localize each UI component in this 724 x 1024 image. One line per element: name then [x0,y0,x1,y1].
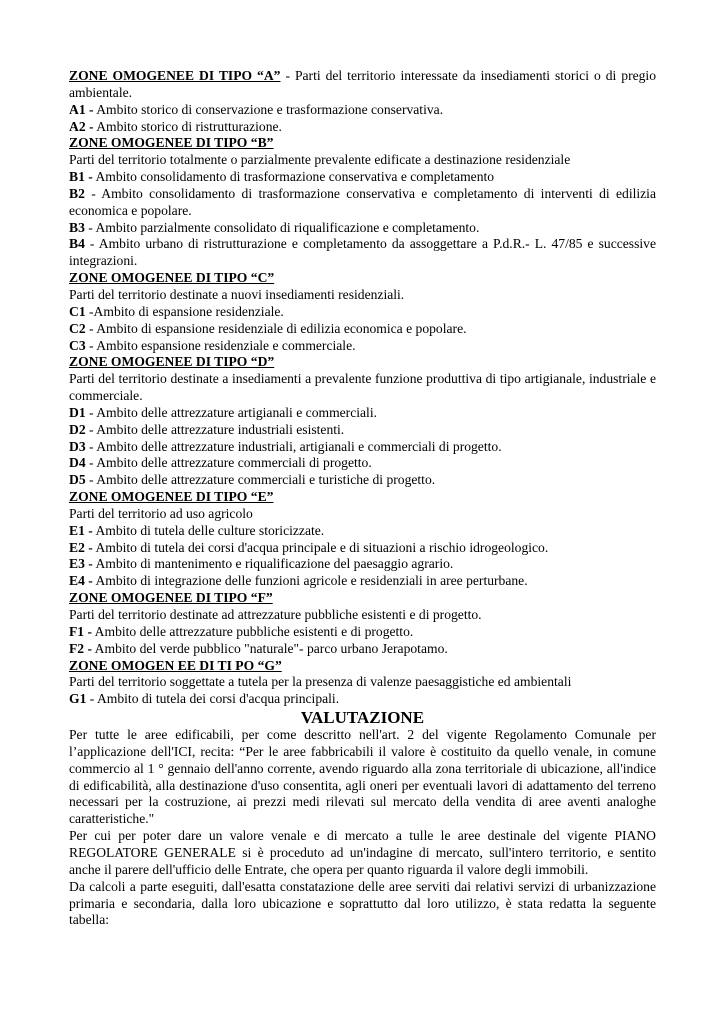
zone-item-text: - Ambito di espansione residenziale di edilizia economica e popolare. [85,320,467,336]
zone-item-code: E2 - [69,539,93,555]
zone-c-description: Parti del territorio destinate a nuovi insediamenti residenziali. [69,286,405,302]
zone-item [69,472,656,489]
zone-item-code: E4 - [69,573,93,589]
zone-item [69,573,656,590]
zone-a-intro [69,68,656,102]
zone-item-code: F2 - [69,640,93,656]
zone-d-heading: ZONE OMOGENEE DI TIPO “D” [69,354,275,370]
zone-item-code: B3 [69,219,85,235]
zone-item-text: Ambito del verde pubblico "naturale"- parco urbano Jerapotamo. [92,640,448,656]
valutazione-paragraph: Per cui per poter dare un valore venale e di mercato a tulle le aree destinale del vigente PIANO REGOLATORE GENERALE si è proceduto ad un'indagine di mercato, sull'intero territorio, e sentito anche il parere dell'ufficio delle Entrate, che opera per quanto riguarda il valore degli immobili. [69,828,656,877]
valutazione-paragraph: Per tutte le aree edificabili, per come descritto nell'art. 2 del vigente Regolamento Comunale per l’applicazione dell'ICI, recita: “Per le aree fabbricabili il valore è costituito da quello venale, in comune commercio al 1 ° gennaio dell'anno corrente, avendo riguardo alla zona territoriale di ubicazione, all'indice di edificabilità, alla destinazione d'uso consentita, agli oneri per eventuali lavori di adattamento del terreno necessari per la costruzione, ai prezzi medi rilevati sul mercato della vendita di aree aventi analoghe caratteristiche." [69,727,656,827]
zone-a-heading: ZONE OMOGENEE DI TIPO “A” [69,68,281,83]
document-page [69,68,656,929]
zone-item-code: D5 [69,472,86,488]
zone-item-text: -Ambito di espansione residenziale. [85,303,284,319]
valutazione-paragraph: Da calcoli a parte eseguiti, dall'esatta constatazione delle aree serviti dai relativi servizi di urbanizzazione primaria e secondaria, dalla loro ubicazione e soprattutto dal loro utilizzo, è stata redatta la seguente tabella: [69,878,656,928]
zone-f-heading: ZONE OMOGENEE DI TIPO “F” [69,590,273,606]
zone-item [69,691,656,708]
zone-item [69,523,656,540]
zone-item-text: Ambito consolidamento di trasformazione conservativa e completamento [92,169,495,185]
zone-item-text: Ambito di integrazione delle funzioni agricole e residenziali in aree perturbane. [92,573,528,589]
zone-item-code: E3 - [69,556,93,572]
zone-item [69,439,656,456]
zone-item [69,405,656,422]
zone-item-text: - Ambito espansione residenziale e commerciale. [85,337,356,353]
zone-item-code: G1 [69,691,87,707]
zone-item [69,556,656,573]
zone-b-description: Parti del territorio totalmente o parzialmente prevalente edificate a destinazione residenziale [69,152,571,168]
zone-item-text: - Ambito delle attrezzature commerciali e turistiche di progetto. [85,472,436,488]
zone-a-description: - Parti del territorio interessate da insediamenti storici o di pregio ambientale. [69,68,656,100]
zone-item [69,338,656,355]
zone-item [69,186,656,220]
zone-item [69,169,656,186]
zone-item [69,220,656,237]
zone-item-code: D3 [69,438,86,454]
zone-item-text: - Ambito delle attrezzature commerciali di progetto. [85,455,372,471]
zone-item-code: B4 [69,236,85,252]
zone-item-code: F1 - [69,623,93,639]
zone-item-text: - Ambito delle attrezzature artigianali e commerciali. [85,404,378,420]
zone-d-description: Parti del territorio destinate a insediamenti a prevalente funzione produttiva di tipo artigianale, industriale e commerciale. [69,371,656,404]
zone-b-heading: ZONE OMOGENEE DI TIPO “B” [69,135,274,151]
zone-item-text: Ambito delle attrezzature pubbliche esistenti e di progetto. [92,623,414,639]
zone-item [69,102,656,119]
zone-item [69,641,656,658]
zone-item-text: Ambito di tutela delle culture storicizzate. [92,522,325,538]
zone-item-code: A1 - [69,101,94,117]
zone-item-text: - Ambito delle attrezzature industriali esistenti. [85,421,345,437]
zone-item-text: - Ambito consolidamento di trasformazione conservativa e completamento di interventi di edilizia economica e popolare. [69,185,656,218]
zone-item-code: C1 [69,303,86,319]
zone-item-text: - Ambito parzialmente consolidato di riqualificazione e completamento. [84,219,480,235]
zone-item-code: C2 [69,320,86,336]
zone-item [69,321,656,338]
zone-item-text: - Ambito urbano di ristrutturazione e completamento da assoggettare a P.d.R.- L. 47/85 e successive integrazioni. [69,236,656,269]
zone-item-text: Ambito di mantenimento e riqualificazione del paesaggio agrario. [92,556,454,572]
zone-item-code: A2 - [69,118,94,134]
valutazione-title: VALUTAZIONE [300,708,425,728]
zone-g-heading: ZONE OMOGEN EE DI TI PO “G” [69,657,282,673]
zone-g-description: Parti del territorio soggettate a tutela per la presenza di valenze paesaggistiche ed ambientali [69,674,572,690]
zone-item-code: D1 [69,404,86,420]
zone-item-text: Ambito storico di conservazione e trasformazione conservativa. [93,101,444,117]
zone-item-code: B1 - [69,169,93,185]
zone-item [69,119,656,136]
zone-item-code: C3 [69,337,86,353]
zone-item [69,540,656,557]
zone-f-description: Parti del territorio destinate ad attrezzature pubbliche esistenti e di progetto. [69,607,482,622]
zone-item [69,422,656,439]
zone-item-text: Ambito storico di ristrutturazione. [93,118,282,134]
zone-item [69,624,656,641]
zone-item-text: - Ambito di tutela dei corsi d'acqua principali. [86,691,340,707]
zone-item [69,455,656,472]
zone-item-code: D2 [69,421,86,437]
zone-item-code: E1 - [69,522,93,538]
zone-item [69,236,656,270]
zone-item [69,304,656,321]
zone-item-text: - Ambito delle attrezzature industriali, artigianali e commerciali di progetto. [85,438,502,454]
zone-item-text: Ambito di tutela dei corsi d'acqua principale e di situazioni a rischio idrogeologico. [92,539,549,555]
zone-item-code: D4 [69,455,86,471]
zone-c-heading: ZONE OMOGENEE DI TIPO “C” [69,270,275,286]
zone-e-description: Parti del territorio ad uso agricolo [69,505,253,521]
zone-item-code: B2 [69,185,85,201]
zone-e-heading: ZONE OMOGENEE DI TIPO “E” [69,489,274,505]
